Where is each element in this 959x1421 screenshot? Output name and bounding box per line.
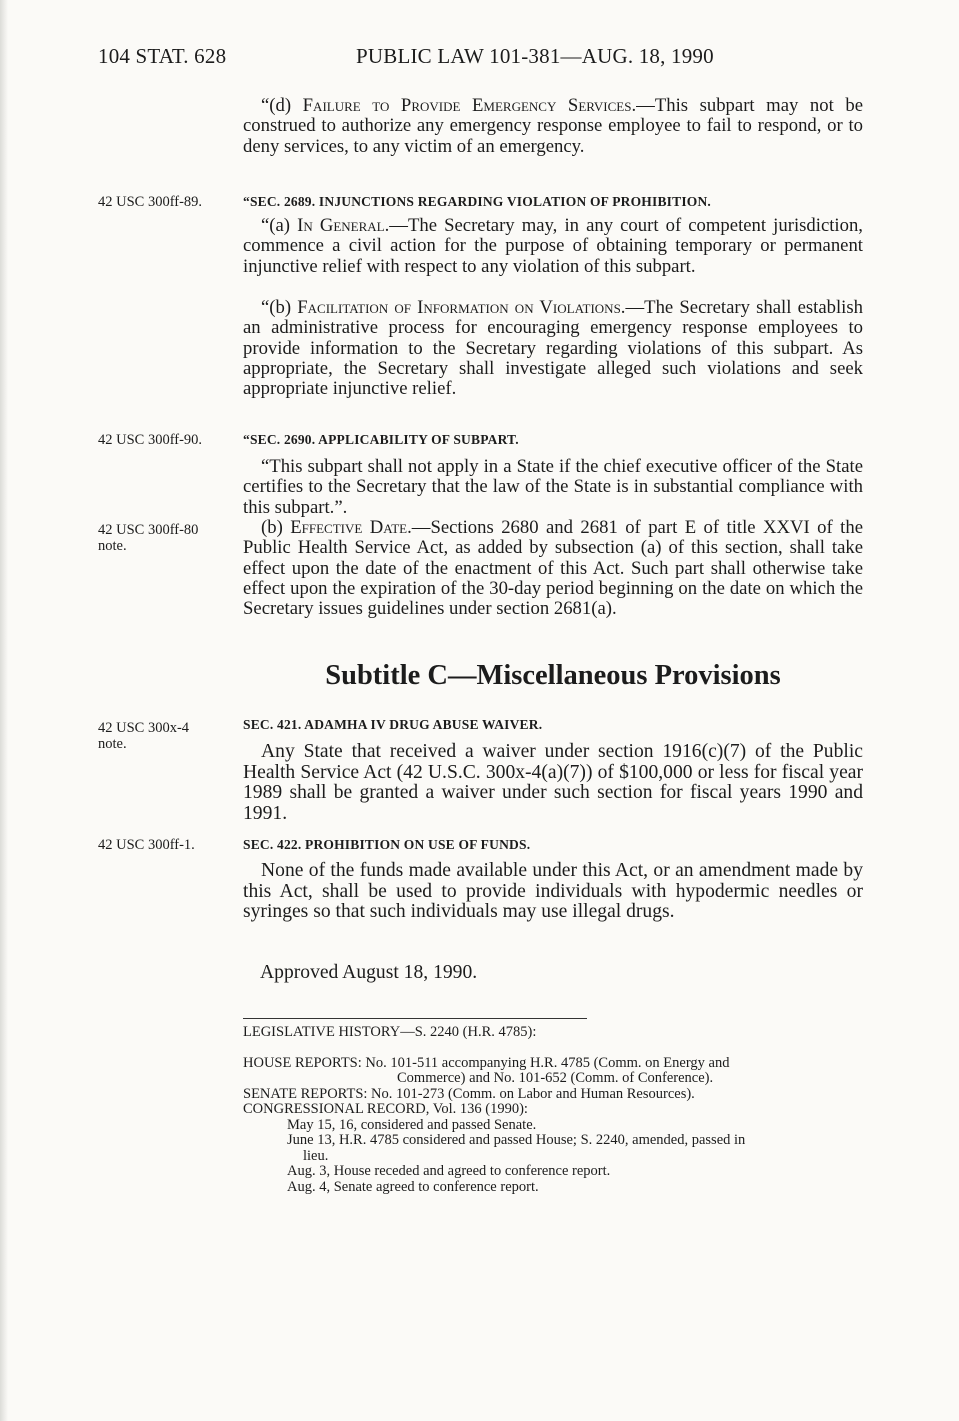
effective-date-text: (b) Effective Date.—Sections 2680 and 2681 of part E of title XXVI of the Public Health Service Act, as added by subsection (a) of this section, shall take effect upon the date of the enactment of this Act. Such part shall otherwise take effect upon the expiration of the 30-day period beginning on the date on which the Secretary issues guidelines under section 2681(a).: [243, 517, 863, 620]
legislative-history-title: LEGISLATIVE HISTORY—S. 2240 (H.R. 4785):: [243, 1024, 537, 1040]
sec-422-body: [243, 861, 863, 923]
margin-note-300ff-90: 42 USC 300ff-90.: [98, 432, 203, 448]
subtitle-c: Subtitle C—Miscellaneous Provisions: [325, 660, 781, 691]
approval-date: Approved August 18, 1990.: [260, 962, 478, 983]
sec-422-heading: SEC. 422. PROHIBITION ON USE OF FUNDS.: [243, 837, 531, 852]
sec-421-heading: SEC. 421. ADAMHA IV DRUG ABUSE WAIVER.: [243, 717, 543, 732]
sec-421-text: Any State that received a waiver under section 1916(c)(7) of the Public Health Service Act (42 U.S.C. 300x-4(a)(7)) of $100,000 or less for fiscal year 1989 shall be granted a waiver under such section for fiscal years 1990 and 1991.: [243, 741, 863, 824]
section-b-text: “(b) Facilitation of Information on Violations.—The Secretary shall establish an administrative process for encouraging emergency response employees to provide information to the Secretary regarding violations of this subpart. As appropriate, the Secretary shall investigate alleged such violations and seek appropriate injunctive relief.: [243, 297, 863, 400]
sec-2689-heading: “SEC. 2689. INJUNCTIONS REGARDING VIOLATION OF PROHIBITION.: [243, 194, 711, 209]
sec-421: [243, 717, 863, 733]
sec-422: [243, 837, 863, 853]
effective-date: [243, 518, 863, 619]
sec-2690-body: [243, 457, 863, 518]
margin-note-300ff-80: 42 USC 300ff-80 note.: [98, 522, 199, 554]
section-b: [243, 298, 863, 399]
page-edge-shadow: [0, 0, 8, 1421]
law-title: PUBLIC LAW 101-381—AUG. 18, 1990: [356, 44, 714, 68]
sec-2690-heading: “SEC. 2690. APPLICABILITY OF SUBPART.: [243, 432, 519, 447]
section-a-text: “(a) In General.—The Secretary may, in any court of competent jurisdiction, commence a civil action for the purpose of obtaining temporary or permanent injunctive relief with respect to any violation of this subpart.: [243, 215, 863, 277]
senate-reports: SENATE REPORTS: No. 101-273 (Comm. on Labor and Human Resources).: [243, 1086, 695, 1102]
congressional-record: CONGRESSIONAL RECORD, Vol. 136 (1990):: [243, 1101, 528, 1117]
section-a: [243, 216, 863, 277]
margin-note-300x-4: 42 USC 300x-4 note.: [98, 720, 190, 752]
sec-2690-text: “This subpart shall not apply in a State if the chief executive officer of the State certifies to the Secretary that the law of the State is in substantial compliance with this subpart.”.: [243, 456, 863, 518]
house-reports: HOUSE REPORTS: No. 101-511 accompanying H.R. 4785 (Comm. on Energy and Commerce) and No. 101-652 (Comm. of Conference).: [243, 1055, 730, 1087]
record-entries: May 15, 16, considered and passed Senate. June 13, H.R. 4785 considered and passed House; S. 2240, amended, passed in lieu. Aug. 3, House receded and agreed to conference report. Aug. 4, Senate agreed to conference report.: [287, 1117, 746, 1195]
section-d-text: “(d) Failure to Provide Emergency Services.—This subpart may not be construed to authorize any emergency response employee to fail to respond, or to deny services, to any victim of an emergency.: [243, 95, 863, 157]
section-d: [243, 96, 863, 157]
margin-note-300ff-89: 42 USC 300ff-89.: [98, 194, 203, 210]
sec-2690: [243, 432, 863, 448]
history-divider: [243, 1018, 587, 1019]
sec-422-text: None of the funds made available under this Act, or an amendment made by this Act, shall be used to provide individuals with hypodermic needles or syringes so that such individuals may use illegal drugs.: [243, 860, 863, 923]
sec-2689: [243, 194, 863, 210]
margin-note-300ff-1: 42 USC 300ff-1.: [98, 837, 195, 853]
page-reference: 104 STAT. 628: [98, 44, 227, 68]
sec-421-body: [243, 742, 863, 824]
